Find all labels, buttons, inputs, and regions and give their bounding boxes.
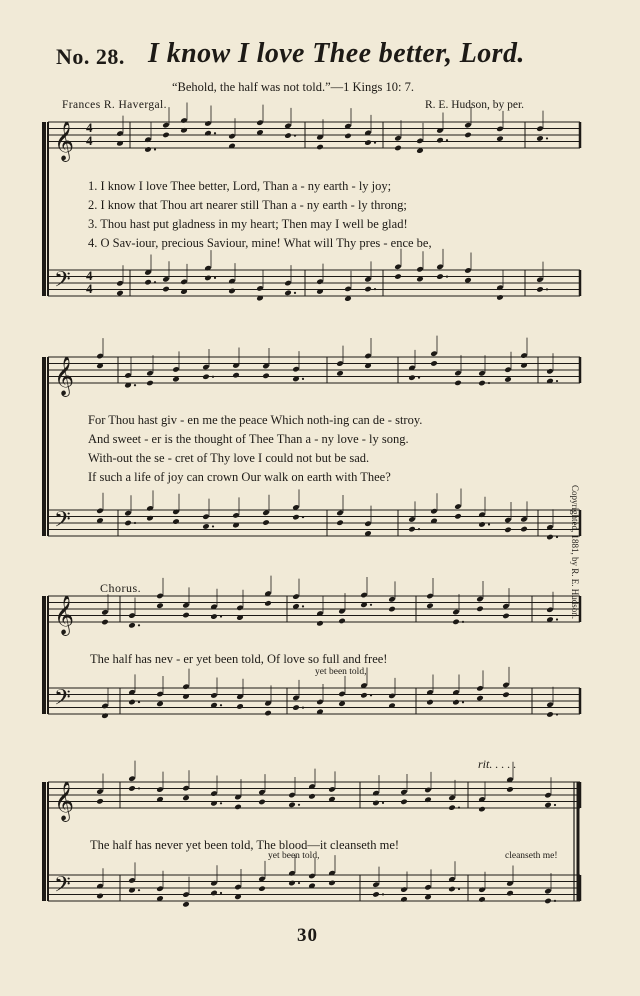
system-4-treble-note bbox=[258, 799, 266, 806]
system-2-treble-note bbox=[262, 373, 270, 380]
system-4-bass-clef: 𝄢 bbox=[54, 872, 71, 903]
system-3-bass-dot bbox=[462, 701, 464, 703]
system-3-bass-note bbox=[360, 692, 368, 699]
composer-credit: R. E. Hudson, by per. bbox=[425, 99, 525, 111]
system-3-treble-note bbox=[210, 613, 218, 620]
system-1-treble-dot bbox=[214, 132, 216, 134]
system-4-treble-note bbox=[96, 798, 104, 805]
system-1-bass-note bbox=[204, 275, 212, 282]
system-4-bass-note bbox=[544, 898, 552, 905]
system-1-bass-note bbox=[394, 273, 402, 280]
chorus-line-1: The half has nev - er yet been told, Of love so full and free! bbox=[90, 652, 388, 666]
system-3-treble-note bbox=[338, 618, 346, 625]
system-3-bass-note bbox=[502, 691, 510, 698]
system-1-bass-dot bbox=[374, 288, 376, 290]
system-4-bass-note bbox=[478, 896, 486, 903]
system-4-bass-note bbox=[448, 886, 456, 893]
system-4-bass-dot bbox=[298, 882, 300, 884]
system-3-bass-note bbox=[546, 711, 554, 718]
system-2-bass-note bbox=[202, 523, 210, 530]
system-3-treble-note bbox=[452, 619, 460, 626]
system-1-treble-clef: 𝄞 bbox=[54, 121, 75, 161]
system-2-bass-dot bbox=[418, 528, 420, 530]
system-2-bass-dot bbox=[212, 525, 214, 527]
chorus-echo-2: yet been told, bbox=[268, 851, 320, 861]
system-2-bass-dot bbox=[302, 516, 304, 518]
system-2-treble-note bbox=[478, 380, 486, 387]
system-3-bass-dot bbox=[138, 701, 140, 703]
system-4-bass-note bbox=[210, 890, 218, 897]
system-2-treble-dot bbox=[212, 376, 214, 378]
system-1-treble-note bbox=[364, 139, 372, 146]
system-2-treble-note bbox=[232, 372, 240, 379]
system-2-bass-note bbox=[546, 534, 554, 541]
system-1-bass-note bbox=[496, 294, 504, 301]
system-4-bass-note bbox=[288, 880, 296, 887]
system-1-treble-note bbox=[144, 146, 152, 153]
chorus-echo-3: cleanseth me! bbox=[505, 851, 558, 861]
system-1-treble-note bbox=[536, 135, 544, 142]
system-4-treble-note bbox=[478, 806, 486, 813]
system-1-treble-dot bbox=[374, 142, 376, 144]
system-3-bass-note bbox=[236, 703, 244, 710]
system-4-treble-dot bbox=[138, 787, 140, 789]
system-3-treble-dot bbox=[302, 605, 304, 607]
system-1-treble-dot bbox=[446, 139, 448, 141]
system-2-bass-dot bbox=[488, 523, 490, 525]
system-2-bass-note bbox=[124, 520, 132, 527]
system-1-treble-note bbox=[316, 144, 324, 151]
system-3-treble-note bbox=[388, 606, 396, 613]
system-2-treble-note bbox=[408, 374, 416, 381]
system-3-treble-note bbox=[264, 600, 272, 607]
system-2-bass-note bbox=[520, 526, 528, 533]
system-2-bass-note bbox=[504, 527, 512, 534]
system-2-treble-note bbox=[430, 360, 438, 367]
copyright-notice: Copyrighted, 1881, by R. E. Hudson. bbox=[570, 485, 580, 619]
system-4-treble-dot bbox=[220, 802, 222, 804]
system-4-treble-dot bbox=[382, 802, 384, 804]
system-2-treble-clef: 𝄞 bbox=[54, 356, 75, 396]
time-signature: 4 bbox=[86, 268, 93, 283]
system-4-treble-note bbox=[128, 785, 136, 792]
system-3-treble-dot bbox=[556, 618, 558, 620]
system-3-bass-note bbox=[452, 699, 460, 706]
system-3-treble-note bbox=[476, 606, 484, 613]
system-4-bass-note bbox=[182, 901, 190, 908]
system-3-bass-dot bbox=[302, 706, 304, 708]
system-2-bass-note bbox=[454, 513, 462, 520]
author-credit: Frances R. Havergal. bbox=[62, 99, 167, 111]
system-1-bass-dot bbox=[546, 288, 548, 290]
system-1-treble-note bbox=[162, 132, 170, 139]
system-4-treble-note bbox=[506, 786, 514, 793]
system-3-bass-dot bbox=[556, 713, 558, 715]
verse-3-line-2: With-out the se - cret of Thy love I could not but be sad. bbox=[88, 451, 370, 465]
verse-1-line-2: For Thou hast giv - en me the peace Which noth-ing can de - stroy. bbox=[88, 413, 423, 427]
system-3-bass-dot bbox=[220, 704, 222, 706]
system-4-treble-note bbox=[308, 793, 316, 800]
system-4-treble-dot bbox=[298, 804, 300, 806]
page-number: 30 bbox=[297, 925, 318, 946]
system-1-treble-note bbox=[180, 127, 188, 134]
verse-4-line-2: If such a life of joy can crown Our walk on earth with Thee? bbox=[88, 470, 391, 484]
system-1-treble-note bbox=[204, 130, 212, 137]
system-3-bass-note bbox=[156, 701, 164, 708]
system-4-treble-note bbox=[234, 804, 242, 811]
system-4-bass-dot bbox=[554, 900, 556, 902]
system-3-treble-dot bbox=[220, 615, 222, 617]
system-1-bass-note bbox=[536, 286, 544, 293]
system-3-bass-clef: 𝄢 bbox=[54, 685, 71, 716]
system-2-treble-dot bbox=[134, 384, 136, 386]
system-3-treble-dot bbox=[370, 604, 372, 606]
system-3-bass-note bbox=[426, 699, 434, 706]
system-4-treble-note bbox=[288, 802, 296, 809]
system-1-treble-dot bbox=[154, 148, 156, 150]
system-3-treble-dot bbox=[462, 621, 464, 623]
system-4-treble-note bbox=[544, 802, 552, 809]
system-3-treble-note bbox=[426, 603, 434, 610]
system-2-treble-note bbox=[454, 380, 462, 387]
system-3-bass-dot bbox=[370, 694, 372, 696]
system-4-treble-dot bbox=[458, 807, 460, 809]
time-signature: 4 bbox=[86, 120, 93, 135]
hymn-title: I know I love Thee better, Lord. bbox=[148, 38, 525, 69]
system-3-bass-note bbox=[101, 712, 109, 719]
system-2-treble-dot bbox=[556, 380, 558, 382]
system-1-treble-note bbox=[496, 135, 504, 142]
system-2-bass-note bbox=[336, 519, 344, 526]
system-2-bass-note bbox=[262, 519, 270, 526]
verse-4-line-1: 4. O Sav-iour, precious Saviour, mine! What will Thy pres - ence be, bbox=[88, 236, 432, 250]
system-4-treble-note bbox=[182, 795, 190, 802]
verse-2-line-1: 2. I know that Thou art nearer still Than a - ny earth - ly throng; bbox=[88, 198, 407, 212]
system-2-treble-dot bbox=[488, 382, 490, 384]
system-1-treble-note bbox=[284, 132, 292, 139]
system-4-treble-note bbox=[448, 804, 456, 811]
system-4-bass-dot bbox=[382, 893, 384, 895]
system-2-treble-dot bbox=[418, 377, 420, 379]
system-1-bass-dot bbox=[214, 277, 216, 279]
system-1-treble-note bbox=[464, 132, 472, 139]
system-1-bass-dot bbox=[446, 275, 448, 277]
chorus-echo-1: yet been told, bbox=[315, 667, 367, 677]
system-1-bass-note bbox=[116, 290, 124, 297]
system-1-bass-clef: 𝄢 bbox=[54, 267, 71, 298]
system-3-bass-note bbox=[292, 704, 300, 711]
chorus-line-2: The half has never yet been told, The blood—it cleanseth me! bbox=[90, 838, 400, 852]
system-3-treble-clef: 𝄞 bbox=[54, 595, 75, 635]
system-1-bass-note bbox=[228, 288, 236, 295]
system-3-treble-dot bbox=[138, 624, 140, 626]
system-4-treble-note bbox=[400, 799, 408, 806]
system-3-treble-note bbox=[156, 602, 164, 609]
chorus-label: Chorus. bbox=[100, 581, 142, 595]
system-3-treble-note bbox=[502, 613, 510, 620]
hymn-number: No. 28. bbox=[56, 44, 125, 69]
system-2-bass-note bbox=[478, 521, 486, 528]
system-4-bass-note bbox=[372, 891, 380, 898]
verse-2-line-2: And sweet - er is the thought of Thee Than a - ny love - ly song. bbox=[88, 432, 409, 446]
system-4-bass-note bbox=[96, 893, 104, 900]
system-4-bass-dot bbox=[220, 892, 222, 894]
system-2-treble-note bbox=[504, 376, 512, 383]
system-1-bass-note bbox=[364, 286, 372, 293]
verse-1-line-1: 1. I know I love Thee better, Lord, Than a - ny earth - ly joy; bbox=[88, 179, 392, 193]
system-3-bass-note bbox=[476, 695, 484, 702]
system-2-bass-note bbox=[292, 514, 300, 521]
system-4-bass-note bbox=[258, 885, 266, 892]
system-1-bass-note bbox=[144, 279, 152, 286]
system-3-treble-note bbox=[101, 619, 109, 626]
tempo-mark: rit. . . . . bbox=[478, 757, 517, 771]
epigraph: “Behold, the half was not told.”—1 Kings 10: 7. bbox=[172, 80, 414, 94]
system-1-bass-note bbox=[436, 273, 444, 280]
system-4-bass-note bbox=[328, 880, 336, 887]
system-2-bass-dot bbox=[134, 522, 136, 524]
system-4-bass-note bbox=[506, 890, 514, 897]
system-3-bass-note bbox=[264, 710, 272, 717]
system-3-bass-note bbox=[128, 699, 136, 706]
system-2-bass-dot bbox=[556, 536, 558, 538]
system-1-treble-note bbox=[436, 137, 444, 144]
system-1-bass-dot bbox=[154, 281, 156, 283]
verse-3-line-1: 3. Thou hast put gladness in my heart; Then may I well be glad! bbox=[88, 217, 408, 231]
system-2-treble-dot bbox=[302, 378, 304, 380]
system-1-treble-dot bbox=[294, 135, 296, 137]
system-1-bass-note bbox=[284, 290, 292, 297]
system-4-treble-note bbox=[372, 800, 380, 807]
system-2-treble-note bbox=[202, 373, 210, 380]
system-1-treble-dot bbox=[546, 137, 548, 139]
system-2-treble-note bbox=[336, 370, 344, 377]
system-4-treble-dot bbox=[554, 804, 556, 806]
system-3-treble-note bbox=[316, 620, 324, 627]
system-3-treble-note bbox=[128, 622, 136, 629]
system-1-bass-note bbox=[464, 277, 472, 284]
system-1-treble-note bbox=[394, 145, 402, 152]
system-4-bass-dot bbox=[138, 889, 140, 891]
system-3-treble-note bbox=[182, 612, 190, 619]
system-1-treble-note bbox=[344, 133, 352, 140]
system-2-treble-note bbox=[146, 380, 154, 387]
system-2-bass-note bbox=[172, 518, 180, 525]
system-4-treble-clef: 𝄞 bbox=[54, 781, 75, 821]
system-2-bass-note bbox=[408, 526, 416, 533]
system-2-bass-note bbox=[146, 515, 154, 522]
system-4-bass-note bbox=[400, 896, 408, 903]
system-4-treble-note bbox=[210, 800, 218, 807]
system-1-bass-note bbox=[162, 286, 170, 293]
system-4-bass-dot bbox=[458, 888, 460, 890]
time-signature: 4 bbox=[86, 281, 93, 296]
time-signature: 4 bbox=[86, 133, 93, 148]
system-2-bass-clef: 𝄢 bbox=[54, 507, 71, 538]
system-1-bass-dot bbox=[294, 292, 296, 294]
